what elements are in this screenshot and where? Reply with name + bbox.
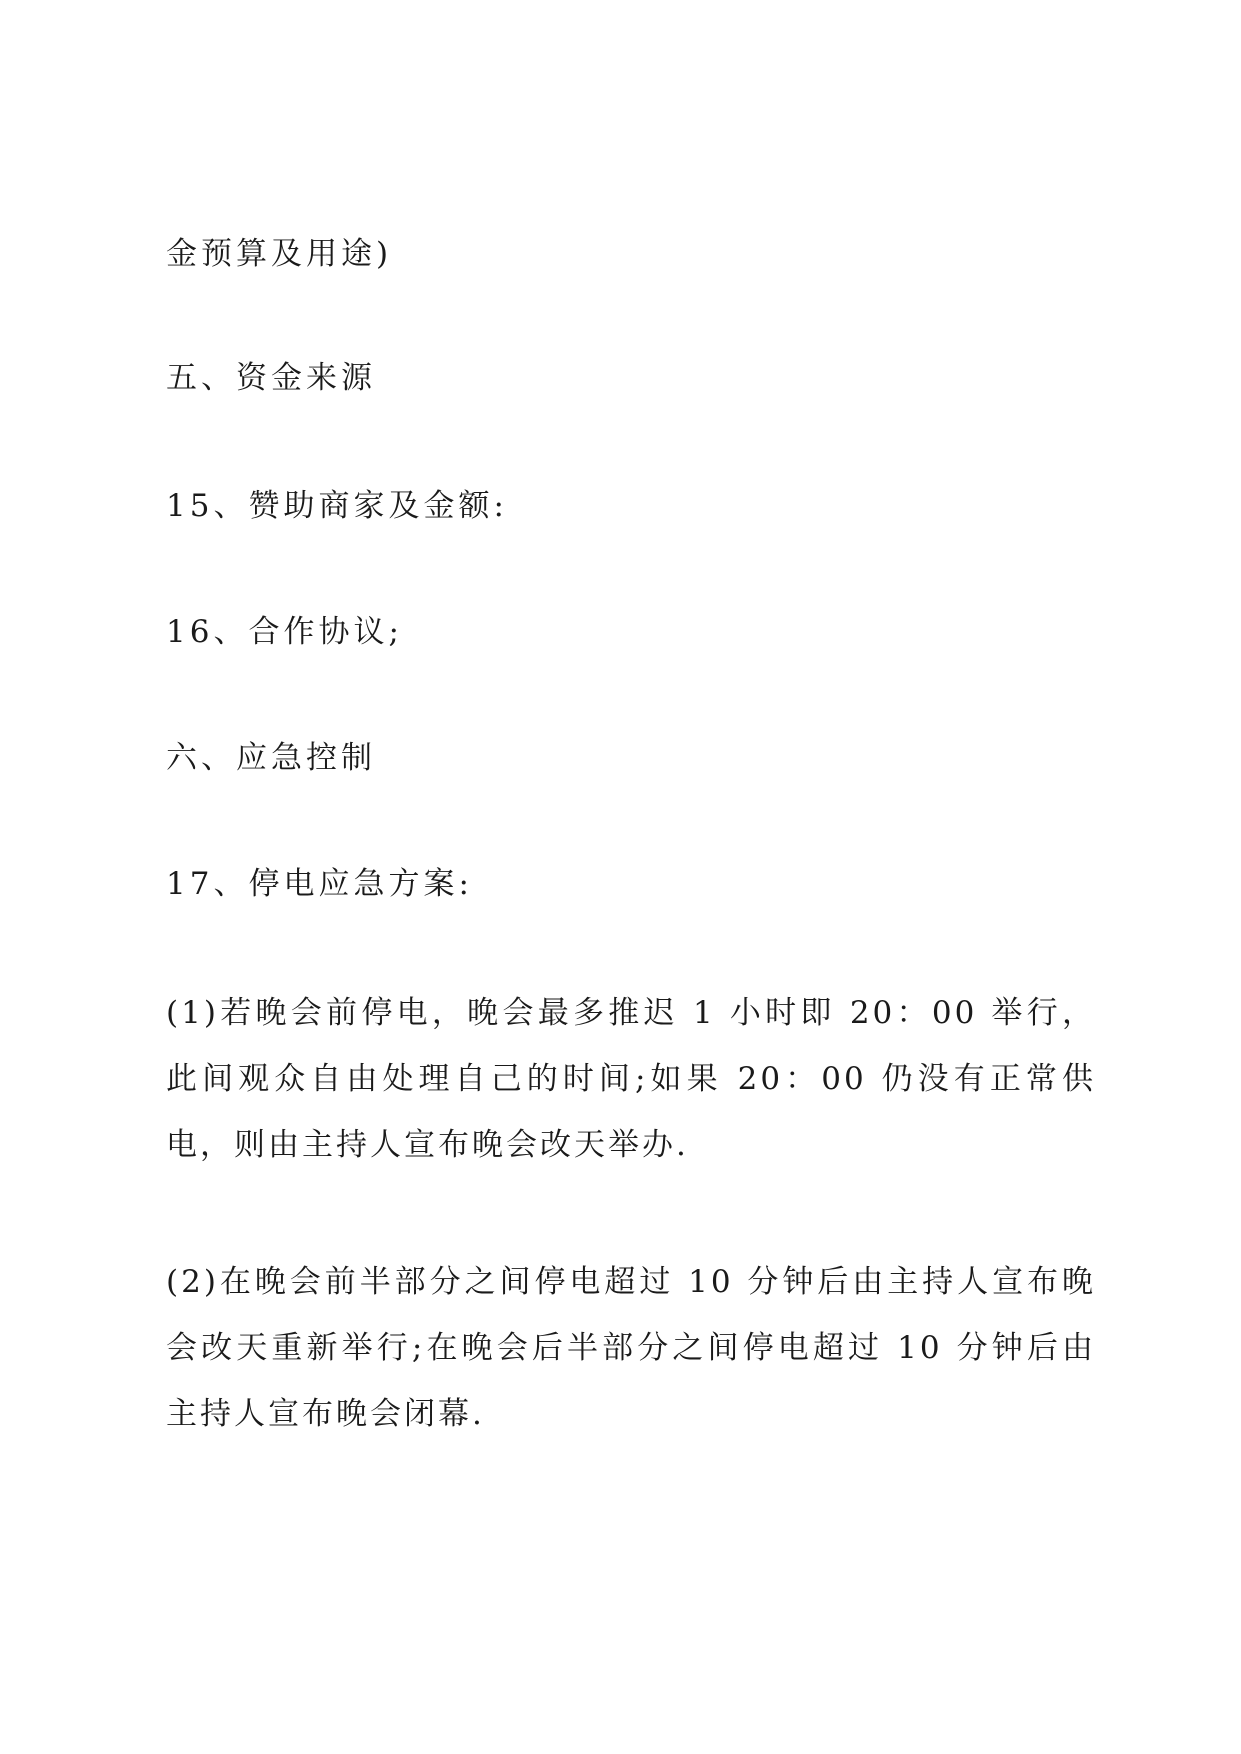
section-heading-funding-source: 五、资金来源 <box>166 360 376 396</box>
paragraph-outage-before-gala: (1)若晚会前停电，晚会最多推迟 1 小时即 20：00 举行，此间观众自由处理自己的时间;如果 20：00 仍没有正常供电，则由主持人宣布晚会改天举办. <box>166 995 1096 1163</box>
item-sponsors: 15、赞助商家及金额: <box>166 488 508 524</box>
text-line-budget-usage: 金预算及用途) <box>166 236 393 272</box>
item-cooperation-agreement: 16、合作协议; <box>166 614 403 650</box>
item-power-outage-plan: 17、停电应急方案: <box>166 866 473 902</box>
section-heading-emergency-control: 六、应急控制 <box>166 740 376 776</box>
paragraph-outage-during-gala: (2)在晚会前半部分之间停电超过 10 分钟后由主持人宣布晚会改天重新举行;在晚会后半部分之间停电超过 10 分钟后由主持人宣布晚会闭幕. <box>166 1264 1096 1432</box>
